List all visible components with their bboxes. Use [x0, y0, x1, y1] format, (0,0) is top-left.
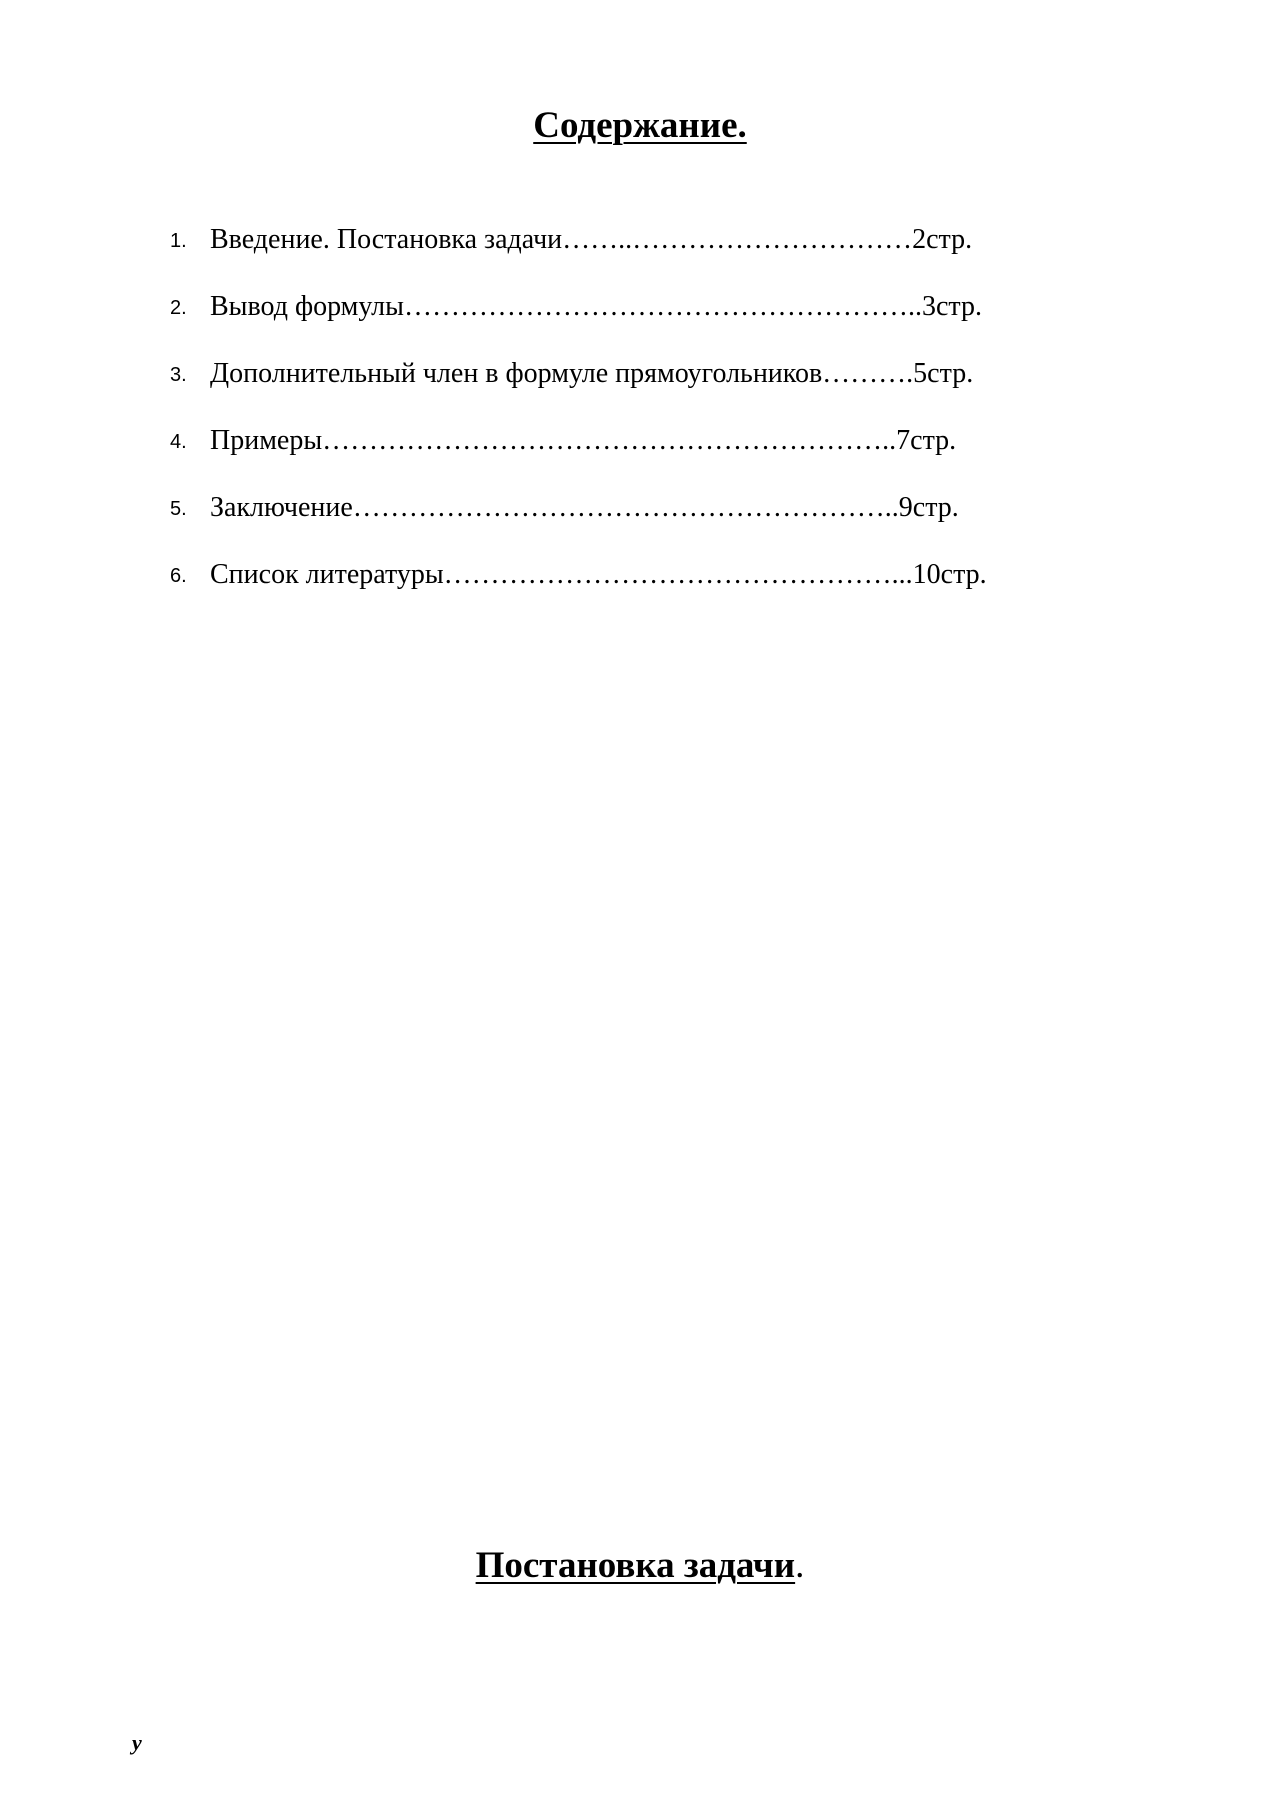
- toc-item-number: 5.: [170, 498, 187, 520]
- toc-item-number: 4.: [170, 431, 187, 453]
- table-of-contents: [170, 216, 1070, 618]
- toc-item-number: 3.: [170, 364, 187, 386]
- section-heading-punct: .: [795, 1545, 805, 1586]
- toc-item: [170, 350, 1070, 417]
- section-heading: [0, 1540, 1280, 1592]
- page-title: [0, 100, 1280, 152]
- toc-item: [170, 484, 1070, 551]
- toc-item: [170, 283, 1070, 350]
- toc-item-text: Дополнительный член в формуле прямоугольников……….5стр.: [210, 358, 974, 389]
- toc-item: [170, 417, 1070, 484]
- toc-item-text: Список литературы…………………………………………...10стр.: [210, 559, 987, 590]
- section-heading-text: Постановка задачи: [475, 1545, 796, 1586]
- toc-item: [170, 551, 1070, 618]
- toc-item-number: 1.: [170, 230, 187, 252]
- toc-item-text: Примеры……………………………………………………..7стр.: [210, 425, 957, 456]
- corner-mark: y: [132, 1730, 142, 1755]
- toc-item-text: Введение. Постановка задачи……..…………………………2стр.: [210, 224, 973, 255]
- page-title-text: Содержание.: [533, 105, 747, 146]
- toc-item-text: Вывод формулы………………………………………………..3стр.: [210, 291, 982, 322]
- toc-item: [170, 216, 1070, 283]
- toc-item-text: Заключение…………………………………………………..9стр.: [210, 492, 959, 523]
- toc-item-number: 2.: [170, 297, 187, 319]
- toc-item-number: 6.: [170, 565, 187, 587]
